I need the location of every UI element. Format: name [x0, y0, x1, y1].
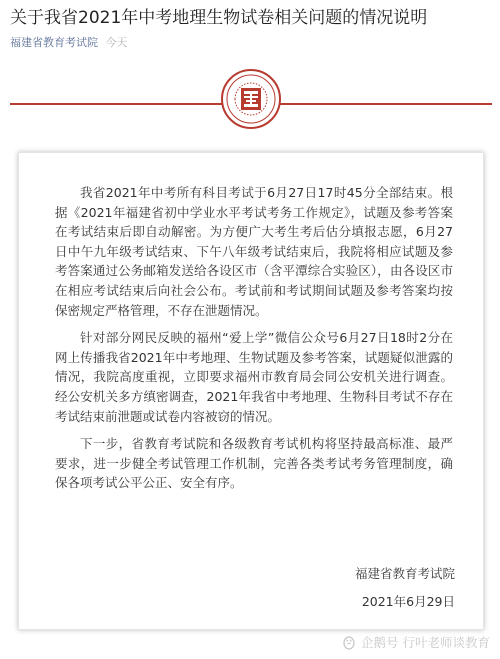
- notice-paragraph: 下一步，省教育考试院和各级教育考试机构将坚持最高标准、最严要求，进一步健全考试管理工作机制，完善各类考试考务管理制度，确保各项考试公平公正、安全有序。: [55, 436, 453, 491]
- notice-paragraph: 针对部分网民反映的福州“爱上学”微信公众号6月27日18时2分在网上传播我省2021年中考地理、生物试题及参考答案，试题疑似泄露的情况，我院高度重视，立即要求福州市教育局会同公安机关进行调查。经公安机关多方缜密调查，2021年我省中考地理、生物科目考试不存在考试结束前泄题或试卷内容被窃的情况。: [55, 330, 453, 424]
- signature-date: 2021年6月29日: [361, 594, 455, 609]
- article-time: 今天: [105, 36, 128, 49]
- exam-institute-logo: [221, 69, 281, 129]
- article-title: 关于我省2021年中考地理生物试卷相关问题的情况说明: [10, 8, 428, 28]
- exam-institute-logo-icon: [223, 71, 279, 127]
- article-meta: [10, 36, 128, 50]
- watermark-text: 企鹅号 行叶老师谈教育: [361, 635, 490, 650]
- notice-body: [55, 183, 453, 501]
- signature-org: 福建省教育考试院: [354, 566, 455, 581]
- notice-card: [18, 152, 484, 630]
- watermark: [341, 632, 490, 652]
- penguin-icon: [341, 634, 357, 650]
- notice-paragraph: 我省2021年中考所有科目考试于6月27日17时45分全部结束。根据《2021年福建省初中学业水平考试考务工作规定》，试题及参考答案在考试结束后即自动解密。为方便广大考生考后估分填报志愿，6月27日中午九年级考试结束、下午八年级考试结束后，我院将相应试题及参考答案通过公务邮箱发送给各设区市（含平潭综合实验区），由各设区市在相应考试结束后向社会公布。考试前和考试期间试题及参考答案均按保密规定严格管理，不存在泄题情况。: [55, 185, 453, 318]
- article-source-link[interactable]: 福建省教育考试院: [10, 36, 98, 49]
